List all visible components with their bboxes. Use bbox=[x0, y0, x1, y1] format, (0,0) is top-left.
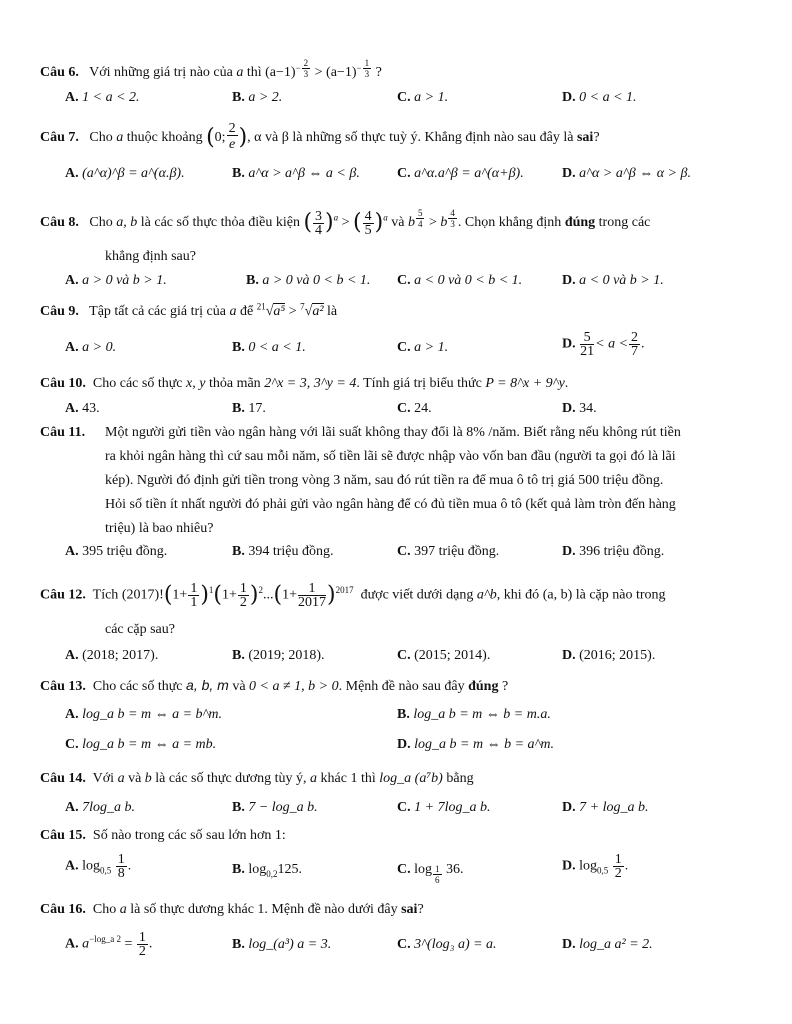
option-label: A. bbox=[65, 936, 79, 952]
question-13 bbox=[40, 676, 508, 696]
frac-den: 8 bbox=[117, 866, 125, 881]
var-a: a bbox=[236, 65, 244, 81]
question-text: Tích bbox=[92, 587, 119, 603]
exp-1-num: 2 bbox=[303, 58, 309, 68]
q9-option-d[interactable] bbox=[562, 331, 645, 358]
vars: a, b, m bbox=[186, 677, 229, 693]
exp-2: 2 bbox=[258, 585, 263, 596]
question-text: Cho bbox=[89, 215, 113, 231]
option-label: D. bbox=[562, 90, 576, 105]
frac-den: 2 bbox=[614, 866, 622, 881]
question-text-3: . Tính giá trị biểu thức bbox=[356, 376, 482, 391]
question-text-2: là số thực dương khác 1. Mệnh đề nào dưới đây bbox=[130, 902, 398, 917]
one: 1 bbox=[172, 587, 180, 603]
option-text: 43. bbox=[82, 401, 100, 416]
question-text-2: và bbox=[232, 679, 246, 694]
q8-option-a[interactable] bbox=[65, 272, 167, 290]
question-16 bbox=[40, 901, 424, 919]
factorial: (2017)! bbox=[121, 587, 164, 603]
option-label: A. bbox=[65, 401, 79, 416]
option-label: A. bbox=[65, 544, 79, 559]
vars-ab: a, b bbox=[116, 215, 138, 231]
option-text: 395 triệu đồng. bbox=[82, 544, 168, 559]
conjunction: và bbox=[391, 215, 405, 231]
question-14 bbox=[40, 770, 474, 788]
keyword-sai: sai bbox=[576, 130, 594, 146]
q11-line-5: triệu) là bao nhiêu? bbox=[105, 521, 214, 536]
q6-option-c[interactable] bbox=[397, 89, 448, 107]
option-label: C. bbox=[397, 800, 411, 815]
question-text-2: thỏa mãn bbox=[208, 376, 261, 391]
exp-num: 4 bbox=[450, 208, 455, 218]
frac-num: 1 bbox=[117, 852, 125, 867]
exp-5-4 bbox=[416, 208, 425, 229]
frac-den: 2 bbox=[138, 944, 146, 959]
var-a: a bbox=[119, 902, 127, 917]
option-label: A. bbox=[65, 340, 79, 355]
option-text: log_a b = m ⇔ a = b^m. bbox=[82, 707, 223, 722]
var-a: a bbox=[117, 771, 125, 786]
q12-option-b[interactable] bbox=[232, 647, 325, 665]
question-12: Câu 12. Tích (2017)!(1+ $\frac{1}{1}$ )$^1$(1+ $\frac{1}{2}$ )$^2$...(1+ $\frac{1}{2017}$ )$^{2017}$ được viết dưới dạng a^b, khi đó (a, b) là cặp nào trong bbox=[40, 581, 666, 610]
q7-option-c[interactable] bbox=[397, 165, 524, 183]
q13-option-d[interactable] bbox=[397, 736, 554, 754]
option-label: D. bbox=[562, 336, 576, 352]
option-text: (2018; 2017). bbox=[82, 648, 159, 663]
frac-3-4 bbox=[313, 210, 324, 237]
question-text: Cho các số thực bbox=[92, 679, 183, 694]
frac-den: 2017 bbox=[298, 595, 326, 610]
option-text: a > 0. bbox=[82, 340, 117, 355]
q15-option-a[interactable] bbox=[65, 853, 131, 880]
frac-1-2017: $\frac{1}{2017}$ bbox=[298, 581, 326, 610]
q13-option-a[interactable] bbox=[65, 706, 222, 724]
question-text-3: , khi đó bbox=[496, 587, 540, 603]
q9-option-a[interactable] bbox=[65, 339, 116, 357]
question-number: Câu 16. bbox=[40, 902, 86, 917]
exp-den: 4 bbox=[417, 219, 423, 229]
option-text: 17. bbox=[248, 401, 266, 416]
option-label: B. bbox=[397, 707, 410, 722]
expression: P = 8^x + 9^y bbox=[485, 376, 565, 391]
keyword-dung: đúng bbox=[468, 679, 499, 694]
question-mark: ? bbox=[593, 130, 600, 146]
q11-line-4: Hỏi số tiền ít nhất người đó phải gửi vào ngân hàng để có đủ tiền mua ô tô (kết quả làm tròn đến hàng bbox=[105, 497, 676, 512]
question-text-2: thuộc khoảng bbox=[126, 130, 203, 146]
option-label: A. bbox=[65, 707, 79, 722]
question-text-3: là bbox=[327, 304, 338, 319]
q11-line-3: kép). Người đó định gửi tiền trong vòng 3 năm, sau đó rút tiền ra để mua ô tô trị giá 500 triệu đồng. bbox=[105, 473, 664, 488]
q7-option-d[interactable] bbox=[562, 165, 691, 183]
q16-option-a[interactable] bbox=[65, 931, 152, 958]
option-text: a > 0 và b > 1. bbox=[82, 273, 167, 288]
q15-option-c[interactable] bbox=[397, 861, 464, 885]
question-text-2: thì bbox=[246, 65, 262, 81]
option-text: 394 triệu đồng. bbox=[248, 544, 334, 559]
option-label: B. bbox=[232, 800, 245, 815]
q9-option-c[interactable] bbox=[397, 339, 448, 357]
question-text-4: là cặp nào trong bbox=[575, 587, 666, 603]
option-label: C. bbox=[397, 937, 411, 952]
q16-option-d[interactable] bbox=[562, 936, 653, 954]
q14-option-b[interactable] bbox=[232, 799, 318, 817]
exp-num: 5 bbox=[417, 208, 423, 218]
log: log bbox=[248, 862, 267, 877]
q10-option-d[interactable] bbox=[562, 400, 597, 418]
frac-den: 4 bbox=[315, 222, 323, 238]
option-text: (2015; 2014). bbox=[414, 648, 491, 663]
var-a: a bbox=[116, 130, 124, 146]
option-label: A. bbox=[65, 90, 79, 105]
question-text-2: và bbox=[128, 771, 142, 786]
log: log bbox=[414, 862, 433, 877]
question-number: Câu 8. bbox=[40, 215, 79, 231]
question-mark: ? bbox=[417, 902, 424, 917]
option-text: 0 < a < 1. bbox=[579, 90, 637, 105]
interval-left: 0; bbox=[214, 130, 226, 146]
option-label: C. bbox=[397, 340, 411, 355]
root-index-1: 21 bbox=[256, 301, 266, 312]
question-11-number bbox=[40, 424, 85, 442]
pair: (a, b) bbox=[542, 587, 573, 603]
frac-1-1: $\frac{1}{1}$ bbox=[190, 581, 198, 610]
condition: 0 < a ≠ 1, b > 0 bbox=[249, 679, 339, 694]
frac-num: 5 bbox=[580, 331, 594, 345]
option-label: C. bbox=[397, 90, 411, 105]
option-label: A. bbox=[65, 800, 79, 815]
power-base: a bbox=[82, 936, 90, 952]
frac-num: 2 bbox=[228, 121, 236, 136]
option-label: C. bbox=[397, 862, 411, 877]
q14-option-d[interactable] bbox=[562, 799, 648, 817]
q10-option-b[interactable] bbox=[232, 400, 266, 418]
frac-den: 2 bbox=[239, 595, 247, 610]
q16-option-c[interactable] bbox=[397, 936, 497, 954]
option-end: . bbox=[127, 858, 132, 874]
keyword-sai: sai bbox=[401, 902, 418, 917]
gt-sign: > bbox=[314, 65, 323, 81]
question-text-2: là các số thực thỏa điều kiện bbox=[140, 215, 300, 231]
log: log bbox=[579, 858, 598, 874]
option-text: (2019; 2018). bbox=[248, 648, 325, 663]
question-text-3: . Mệnh đề nào sau đây bbox=[338, 679, 465, 694]
var-b: b bbox=[144, 771, 152, 786]
frac-num: 1 bbox=[138, 930, 146, 945]
option-label: D. bbox=[562, 273, 576, 288]
option-text: log_a b = m ⇔ a = mb. bbox=[82, 737, 217, 752]
q10-option-c[interactable] bbox=[397, 400, 432, 418]
question-text-5: bằng bbox=[446, 771, 474, 786]
option-label: B. bbox=[232, 166, 245, 181]
frac-1-8 bbox=[116, 853, 127, 880]
option-label: B. bbox=[232, 862, 245, 877]
q8-option-c[interactable] bbox=[397, 272, 522, 290]
question-text: Với bbox=[92, 771, 115, 786]
q6-option-a[interactable] bbox=[65, 89, 140, 107]
question-number: Câu 13. bbox=[40, 679, 86, 694]
q16-option-b[interactable] bbox=[232, 936, 331, 954]
q6-option-d[interactable] bbox=[562, 89, 637, 107]
option-text: a < 0 và b > 1. bbox=[579, 273, 664, 288]
log: log bbox=[82, 858, 101, 874]
option-label: D. bbox=[397, 737, 411, 752]
option-label: C. bbox=[397, 401, 411, 416]
q10-option-a[interactable] bbox=[65, 400, 100, 418]
option-label: D. bbox=[562, 648, 576, 663]
log-base-frac bbox=[433, 864, 442, 885]
option-text: 7 + log_a b. bbox=[579, 800, 649, 815]
frac-2-7 bbox=[629, 331, 640, 358]
option-label: D. bbox=[562, 858, 576, 874]
q11-option-a[interactable] bbox=[65, 543, 167, 561]
frac-num: 4 bbox=[364, 208, 372, 224]
question-mark: ? bbox=[501, 679, 509, 694]
q11-option-c[interactable] bbox=[397, 543, 499, 561]
option-label: B. bbox=[232, 937, 245, 952]
question-number: Câu 11. bbox=[40, 425, 86, 440]
option-end: . bbox=[624, 858, 629, 874]
option-text: 396 triệu đồng. bbox=[579, 544, 665, 559]
option-label: B. bbox=[232, 648, 245, 663]
question-text-3: là các số thực dương tùy ý, bbox=[155, 771, 307, 786]
option-text: a > 1. bbox=[414, 340, 449, 355]
question-10: Câu 10. Cho các số thực x, y thỏa mãn 2^x = 3, 3^y = 4. Tính giá trị biểu thức P = 8^x + 9^y. bbox=[40, 376, 569, 391]
paren: ) bbox=[325, 210, 334, 235]
log-base: 0,5 bbox=[597, 865, 609, 876]
option-text: 7log_a b. bbox=[82, 800, 136, 815]
question-number: Câu 6. bbox=[40, 65, 79, 81]
question-text-2: để bbox=[239, 304, 254, 319]
frac-4-5 bbox=[363, 210, 374, 237]
exp-4-3 bbox=[448, 208, 457, 229]
question-text: Với những giá trị nào của bbox=[89, 65, 233, 81]
option-label: A. bbox=[65, 648, 79, 663]
question-text: Cho các số thực bbox=[92, 376, 183, 391]
option-text: 7 − log_a b. bbox=[248, 800, 318, 815]
frac-den: e bbox=[228, 137, 236, 152]
q12-option-c[interactable] bbox=[397, 647, 490, 665]
q7-option-a[interactable] bbox=[65, 165, 185, 183]
option-label: C. bbox=[397, 166, 411, 181]
log-base: 0,5 bbox=[100, 865, 112, 876]
log-arg: 125. bbox=[277, 862, 302, 877]
q13-option-c[interactable] bbox=[65, 736, 216, 754]
option-label: D. bbox=[562, 800, 576, 815]
frac-1-2: $\frac{1}{2}$ bbox=[239, 581, 247, 610]
frac-1-2 bbox=[613, 853, 624, 880]
frac-den: 6 bbox=[435, 875, 440, 886]
q9-option-b[interactable] bbox=[232, 339, 306, 357]
question-text-3: , α và β là những số thực tuỳ ý. Khẳng định nào sau đây là bbox=[247, 130, 574, 146]
option-label: D. bbox=[562, 544, 576, 559]
option-label: C. bbox=[65, 737, 79, 752]
option-text: a^α.a^β = a^(α+β). bbox=[414, 166, 524, 181]
option-text: log_a a² = 2. bbox=[579, 937, 653, 952]
option-label: B. bbox=[232, 90, 245, 105]
option-text: log_(a³) a = 3. bbox=[248, 937, 332, 952]
frac-den: 5 bbox=[364, 222, 372, 238]
option-end: . bbox=[641, 336, 645, 352]
option-label: C. bbox=[397, 273, 411, 288]
option-text: a > 1. bbox=[414, 90, 449, 105]
root-index-2: 7 bbox=[300, 301, 305, 312]
exp-2-num: 1 bbox=[364, 58, 370, 68]
option-label: A. bbox=[65, 273, 79, 288]
option-text: a > 2. bbox=[248, 90, 283, 105]
exp-2-den: 3 bbox=[364, 69, 370, 79]
question-text: Cho bbox=[89, 130, 113, 146]
frac-1-2 bbox=[137, 931, 148, 958]
question-text-3: . Chọn khẳng định bbox=[457, 215, 562, 231]
option-end: . bbox=[148, 936, 153, 952]
q11-option-b[interactable] bbox=[232, 543, 334, 561]
question-number: Câu 7. bbox=[40, 130, 79, 146]
question-text-2: được viết dưới dạng bbox=[360, 587, 474, 603]
question-6 bbox=[40, 58, 382, 82]
interval-open: ( bbox=[206, 125, 215, 150]
q11-option-d[interactable] bbox=[562, 543, 664, 561]
var-a: a bbox=[229, 304, 237, 319]
frac-den: 21 bbox=[580, 344, 595, 359]
power-exp: −log_a 2 bbox=[89, 934, 121, 945]
option-text: 3^(log₃ a) = a. bbox=[414, 937, 497, 952]
q15-option-d[interactable] bbox=[562, 853, 628, 880]
option-label: D. bbox=[562, 166, 576, 181]
q15-option-b[interactable] bbox=[232, 861, 302, 879]
option-text: 24. bbox=[414, 401, 432, 416]
question-8: Câu 8. Cho a, b là các số thực thỏa điều kiện ( $\frac{3}{4}$ )$^a$ > ( $\frac{4}{5}$ )$^a$ và b $^{\frac{5}{4}}$ > b $^{\frac{4}{3}}$ . Chọn khẳng định đúng trong các bbox=[40, 208, 651, 238]
option-text: 34. bbox=[579, 401, 597, 416]
var-a-2: a bbox=[310, 771, 318, 786]
gt-sign: > bbox=[288, 304, 297, 319]
option-text: (a^α)^β = a^(α.β). bbox=[82, 166, 185, 181]
option-label: B. bbox=[232, 544, 245, 559]
plus: + bbox=[179, 587, 188, 603]
q8-option-d[interactable] bbox=[562, 272, 664, 290]
root-body-1: a⁵ bbox=[273, 304, 286, 319]
option-text: (2016; 2015). bbox=[579, 648, 656, 663]
question-7 bbox=[40, 122, 600, 154]
option-label: C. bbox=[397, 648, 411, 663]
option-label: B. bbox=[232, 401, 245, 416]
question-text-4: trong các bbox=[598, 215, 651, 231]
frac-den: 1 bbox=[190, 595, 198, 610]
keyword-dung: đúng bbox=[564, 215, 596, 231]
exp-2 bbox=[363, 58, 372, 79]
exp-1: 1 bbox=[208, 585, 214, 596]
option-text: 1 + 7log_a b. bbox=[414, 800, 491, 815]
question-number: Câu 10. bbox=[40, 376, 86, 391]
option-text: a > 0 và 0 < b < 1. bbox=[262, 273, 371, 288]
exp-3: 2017 bbox=[335, 585, 354, 596]
interval-frac bbox=[227, 122, 238, 154]
option-text: < a < bbox=[595, 336, 629, 352]
option-label: D. bbox=[562, 937, 576, 952]
option-label: B. bbox=[232, 340, 245, 355]
option-text: a^α > a^β ⇔ a < β. bbox=[248, 166, 360, 181]
base-2: (a−1) bbox=[326, 65, 357, 81]
question-number: Câu 12. bbox=[40, 587, 86, 603]
interval-close: ) bbox=[238, 125, 248, 150]
question-number: Câu 9. bbox=[40, 304, 79, 319]
paren: ) bbox=[374, 210, 384, 235]
option-label: A. bbox=[65, 166, 79, 181]
option-text: a^α > a^β ⇔ α > β. bbox=[579, 166, 691, 181]
log-arg: 36. bbox=[446, 862, 464, 877]
option-text: 0 < a < 1. bbox=[248, 340, 306, 355]
frac-5-21 bbox=[580, 331, 594, 358]
question-number: Câu 15. bbox=[40, 828, 86, 843]
question-12-cont: các cặp sau? bbox=[105, 622, 175, 637]
q12-option-a[interactable] bbox=[65, 647, 158, 665]
q11-line-1: Một người gửi tiền vào ngân hàng với lãi suất không thay đổi là 8% /năm. Biết rằng nếu không rút tiền bbox=[105, 425, 681, 440]
base-1: (a−1) bbox=[265, 65, 296, 81]
frac-den: 7 bbox=[631, 344, 639, 359]
question-8-cont: khẳng định sau? bbox=[105, 249, 196, 264]
question-15 bbox=[40, 827, 286, 845]
option-text: 1 < a < 2. bbox=[82, 90, 140, 105]
root-body-2: a² bbox=[312, 304, 324, 319]
frac-num: 2 bbox=[631, 330, 639, 345]
exp-den: 3 bbox=[450, 219, 455, 229]
q8-option-b[interactable] bbox=[246, 272, 370, 290]
condition: 2^x = 3, 3^y = 4 bbox=[264, 376, 357, 391]
question-text: Cho bbox=[92, 902, 117, 917]
q14-option-c[interactable] bbox=[397, 799, 490, 817]
q13-option-b[interactable] bbox=[397, 706, 551, 724]
q14-option-a[interactable] bbox=[65, 799, 135, 817]
option-label: C. bbox=[397, 544, 411, 559]
vars-xy: x, y bbox=[186, 376, 206, 391]
dots: ... bbox=[263, 587, 274, 603]
question-text-4: khác 1 thì bbox=[320, 771, 376, 786]
question-number: Câu 14. bbox=[40, 771, 86, 786]
q12-option-d[interactable] bbox=[562, 647, 655, 665]
q11-line-2: ra khỏi ngân hàng thì cứ sau mỗi năm, số tiền lãi sẽ được nhập vào vốn ban đầu (người ta gọi đó là lãi bbox=[105, 449, 676, 464]
frac-num: 3 bbox=[315, 208, 323, 224]
exp-1-den: 3 bbox=[303, 69, 309, 79]
option-text: log_a b = m ⇔ b = a^m. bbox=[414, 737, 555, 752]
q7-option-b[interactable] bbox=[232, 165, 360, 183]
paren: ( bbox=[303, 210, 313, 235]
question-text: Tập tất cả các giá trị của bbox=[89, 304, 226, 319]
option-text: a < 0 và 0 < b < 1. bbox=[414, 273, 523, 288]
power-form: a^b bbox=[476, 587, 497, 603]
exp-1 bbox=[302, 58, 311, 79]
option-label: D. bbox=[562, 401, 576, 416]
question-mark: ? bbox=[375, 65, 382, 81]
paren: ( bbox=[353, 210, 362, 235]
option-text: 397 triệu đồng. bbox=[414, 544, 500, 559]
question-9: Câu 9. Tập tất cả các giá trị của a để $^{21}$√a⁵ > $^7$√a² là bbox=[40, 301, 338, 319]
expression: log_a (a⁷b) bbox=[379, 771, 443, 786]
option-label: B. bbox=[246, 273, 259, 288]
frac-num: 1 bbox=[614, 852, 622, 867]
q6-option-b[interactable] bbox=[232, 89, 282, 107]
question-text: Số nào trong các số sau lớn hơn 1: bbox=[92, 828, 286, 843]
option-label: A. bbox=[65, 858, 79, 874]
equals: = bbox=[124, 936, 133, 952]
option-text: log_a b = m ⇔ b = m.a. bbox=[413, 707, 551, 722]
log-base: 0,2 bbox=[266, 868, 278, 879]
math-condition: $(a-1)^{- \frac{2}{3}}$ > $(a-1)^{- \frac{1}{3}}$ bbox=[265, 58, 370, 81]
frac-num: 1 bbox=[435, 864, 440, 875]
